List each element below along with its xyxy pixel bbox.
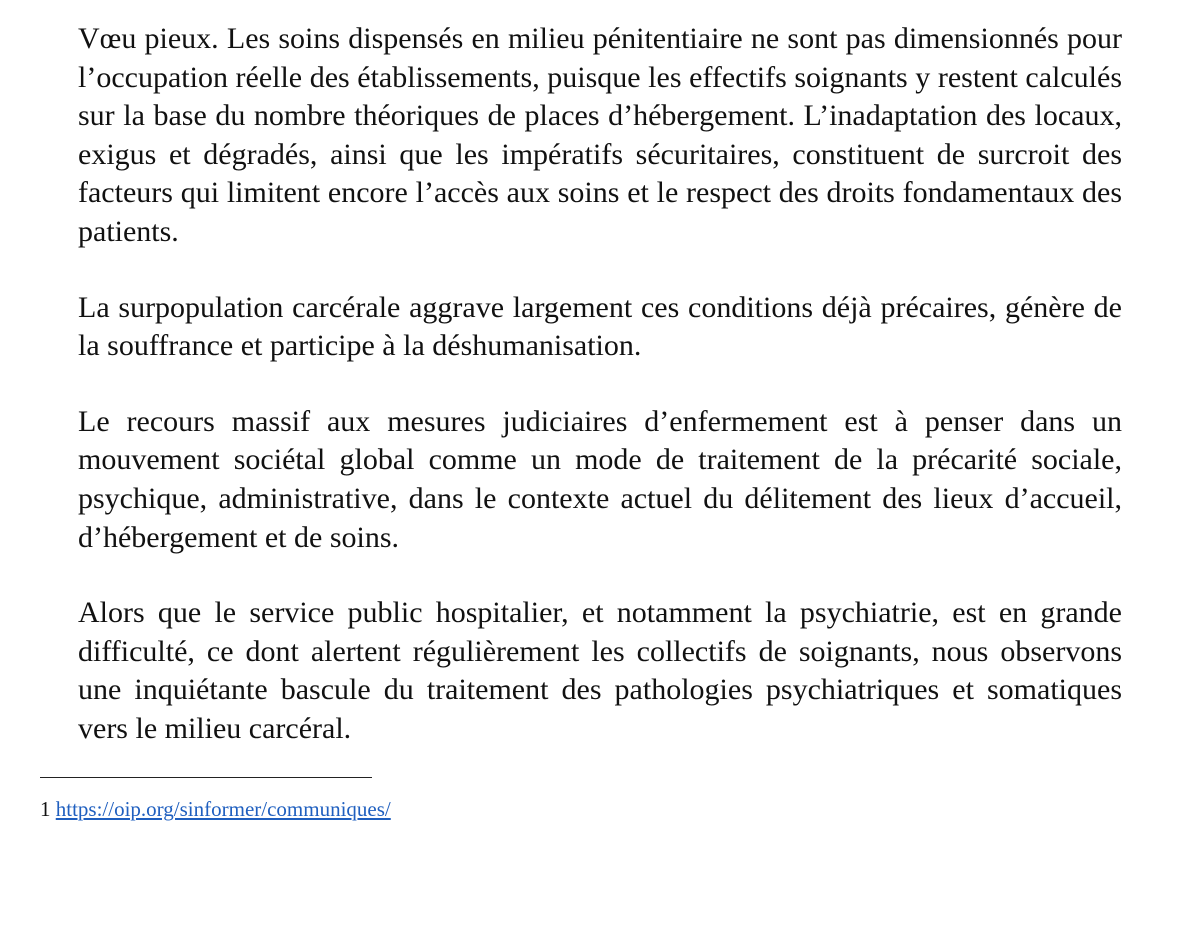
footnote-number: 1	[40, 797, 51, 821]
paragraph-recours: Le recours massif aux mesures judiciaires d’enfermement est à penser dans un mouvement sociétal global comme un mode de traitement de la précarité sociale, psychique, administrative, dans le contexte actuel du délitement des lieux d’accueil, d’hébergement et de soins.	[78, 404, 1122, 554]
paragraph-soins: Vœu pieux. Les soins dispensés en milieu pénitentiaire ne sont pas dimensionnés pour l’occupation réelle des établissements, puisque les effectifs soignants y restent calculés sur la base du nombre théoriques de places d’hébergement. L’inadaptation des locaux, exigus et dégradés, ainsi que les impératifs sécuritaires, constituent de surcroit des facteurs qui limitent encore l’accès aux soins et le respect des droits fondamentaux des patients.	[78, 22, 1122, 248]
footnote	[40, 796, 391, 822]
footnote-link[interactable]: https://oip.org/sinformer/communiques/	[55, 797, 391, 821]
footnote-separator	[40, 777, 372, 778]
paragraph-surpopulation: La surpopulation carcérale aggrave largement ces conditions déjà précaires, génère de la souffrance et participe à la déshumanisation.	[78, 290, 1122, 363]
document-body	[78, 20, 1122, 786]
paragraph-psychiatrie: Alors que le service public hospitalier, et notamment la psychiatrie, est en grande difficulté, ce dont alertent régulièrement les collectifs de soignants, nous observons une inquiétante bascule du traitement des pathologies psychiatriques et somatiques vers le milieu carcéral.	[78, 596, 1122, 745]
